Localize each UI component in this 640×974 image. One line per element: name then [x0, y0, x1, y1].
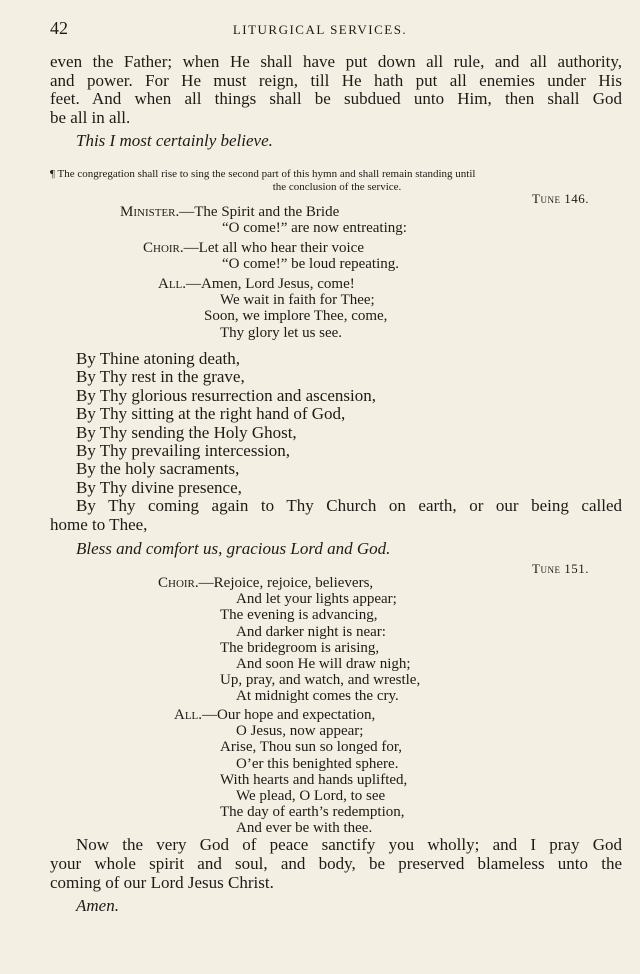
creed-line: be all in all.: [50, 107, 131, 127]
speaker-label: All.—: [158, 276, 202, 292]
running-title: LITURGICAL SERVICES.: [232, 22, 408, 37]
litany-line: By Thy glorious resurrection and ascension,: [76, 385, 376, 405]
verse-line: And let your lights appear;: [236, 591, 397, 608]
litany-line: By Thy rest in the grave,: [76, 367, 245, 387]
verse-line: Thy glory let us see.: [220, 324, 343, 341]
verse-line: The Spirit and the Bride: [194, 204, 340, 220]
litany-line: By Thy divine presence,: [76, 477, 242, 497]
speaker-label: Minister.—: [120, 204, 195, 220]
verse-line: And darker night is near:: [236, 623, 386, 640]
tune-label: Tune 146.: [532, 191, 589, 206]
verse-line: “O come!” are now entreating:: [222, 220, 407, 237]
all-stanza: [174, 707, 407, 837]
verse-line: And ever be with thee.: [236, 820, 373, 837]
litany-line: By the holy sacraments,: [76, 459, 240, 479]
benediction-first: [76, 836, 622, 855]
litany-line: By Thy prevailing intercession,: [76, 441, 291, 461]
verse-line: The day of earth’s redemption,: [220, 804, 405, 821]
all-stanza: [158, 276, 387, 341]
verse-line: We plead, O Lord, to see: [236, 788, 386, 805]
page-number: 42: [50, 18, 68, 38]
rubric-mark: ¶: [50, 168, 55, 180]
benediction-line: Now the very God of peace sanctify you wholly; and I pray God: [76, 835, 622, 854]
verse-line: “O come!” be loud repeating.: [222, 256, 400, 273]
litany-final-cont: [50, 516, 622, 535]
creed-line: feet. And when all things shall be subdued unto Him, then shall God: [50, 89, 622, 108]
verse-line: Rejoice, rejoice, believers,: [213, 575, 374, 591]
benediction-line: your whole spirit and soul, and body, be preserved blameless unto the: [50, 854, 622, 873]
verse-line: O Jesus, now appear;: [236, 723, 364, 740]
creed-line: and power. For He must reign, till He hath put all enemies under His: [50, 70, 622, 90]
verse-line: Amen, Lord Jesus, come!: [201, 276, 355, 292]
verse-line: Let all who hear their voice: [198, 240, 365, 256]
choir-stanza: [143, 240, 399, 272]
verse-line: Up, pray, and watch, and wrestle,: [220, 672, 421, 689]
litany-final: [76, 497, 622, 516]
tune-label: Tune 151.: [532, 561, 589, 576]
verse-line: The bridegroom is arising,: [220, 639, 380, 656]
verse-line: Arise, Thou sun so longed for,: [220, 739, 403, 756]
litany-line: By Thy sitting at the right hand of God,: [76, 404, 346, 424]
verse-line: The evening is advancing,: [220, 607, 378, 624]
litany-line: By Thine atoning death,: [76, 349, 240, 368]
verse-line: With hearts and hands uplifted,: [220, 771, 408, 788]
speaker-label: Choir.—: [158, 575, 214, 591]
creed-response: This I most certainly believe.: [76, 131, 273, 150]
verse-line: Soon, we implore Thee, come,: [204, 308, 388, 325]
rubric-line: the conclusion of the service.: [272, 180, 402, 193]
speaker-label: Choir.—: [143, 240, 199, 256]
creed-paragraph: [50, 53, 622, 127]
creed-line: even the Father; when He shall have put down all rule, and all authority,: [50, 52, 622, 71]
verse-line: We wait in faith for Thee;: [220, 292, 375, 309]
litany-response: Bless and comfort us, gracious Lord and God.: [76, 539, 391, 558]
benediction-rest: [50, 855, 622, 892]
benediction-line: coming of our Lord Jesus Christ.: [50, 872, 274, 892]
rubric-line: The congregation shall rise to sing the second part of this hymn and shall remain standing until: [57, 168, 476, 180]
litany-line: home to Thee,: [50, 515, 148, 534]
litany-line: By Thy coming again to Thy Church on earth, or our being called: [76, 496, 622, 515]
amen: Amen.: [76, 896, 119, 915]
verse-line: And soon He will draw nigh;: [236, 656, 411, 673]
verse-line: Our hope and expectation,: [217, 707, 376, 723]
rubric: [50, 168, 624, 193]
litany-line: By Thy sending the Holy Ghost,: [76, 422, 297, 442]
litany: [76, 350, 376, 497]
choir-stanza: [158, 575, 420, 705]
minister-stanza: [120, 204, 407, 236]
verse-line: O’er this benighted sphere.: [236, 755, 399, 772]
speaker-label: All.—: [174, 707, 218, 723]
verse-line: At midnight comes the cry.: [236, 688, 399, 705]
